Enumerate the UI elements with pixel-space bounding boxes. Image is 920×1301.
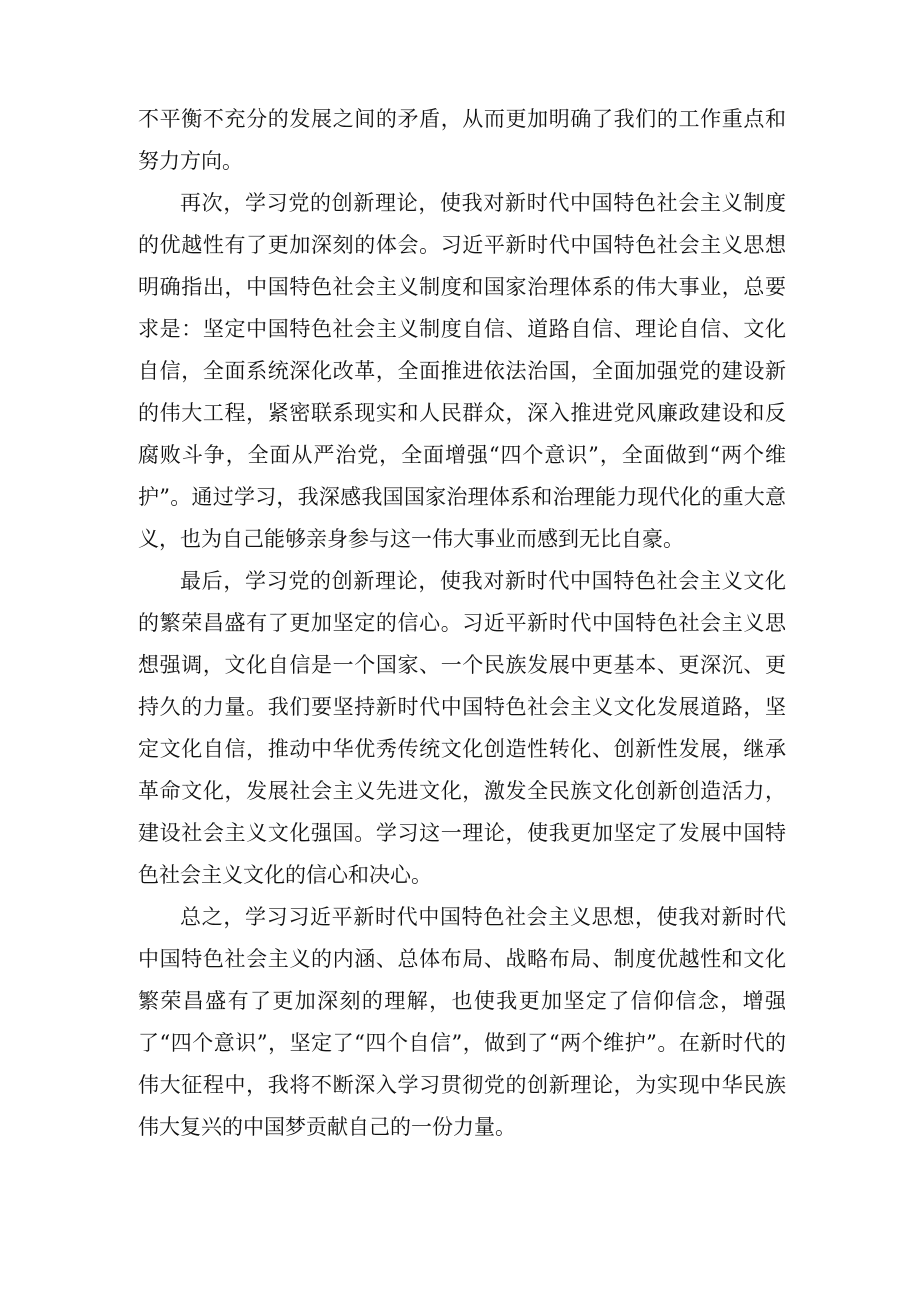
paragraph-conclusion: 总之，学习习近平新时代中国特色社会主义思想，使我对新时代中国特色社会主义的内涵、总体布局、战略布局、制度优越性和文化繁荣昌盛有了更加深刻的理解，也使我更加坚定了信仰信念，增强了“四个意识”，坚定了“四个自信”，做到了“两个维护”。在新时代的伟大征程中，我将不断深入学习贯彻党的创新理论，为实现中华民族伟大复兴的中国梦贡献自己的一份力量。 — [138, 905, 786, 1139]
document-body — [138, 98, 786, 1148]
paragraph-continued: 不平衡不充分的发展之间的矛盾，从而更加明确了我们的工作重点和努力方向。 — [138, 107, 786, 173]
paragraph-culture-confidence: 最后，学习党的创新理论，使我对新时代中国特色社会主义文化的繁荣昌盛有了更加坚定的信心。习近平新时代中国特色社会主义思想强调，文化自信是一个国家、一个民族发展中更基本、更深沉、更持久的力量。我们要坚持新时代中国特色社会主义文化发展道路，坚定文化自信，推动中华优秀传统文化创造性转化、创新性发展，继承革命文化，发展社会主义先进文化，激发全民族文化创新创造活力，建设社会主义文化强国。学习这一理论，使我更加坚定了发展中国特色社会主义文化的信心和决心。 — [138, 569, 786, 887]
paragraph-system-confidence: 再次，学习党的创新理论，使我对新时代中国特色社会主义制度的优越性有了更加深刻的体会。习近平新时代中国特色社会主义思想明确指出，中国特色社会主义制度和国家治理体系的伟大事业，总要求是：坚定中国特色社会主义制度自信、道路自信、理论自信、文化自信，全面系统深化改革，全面推进依法治国，全面加强党的建设新的伟大工程，紧密联系现实和人民群众，深入推进党风廉政建设和反腐败斗争，全面从严治党，全面增强“四个意识”，全面做到“两个维护”。通过学习，我深感我国国家治理体系和治理能力现代化的重大意义，也为自己能够亲身参与这一伟大事业而感到无比自豪。 — [138, 191, 786, 551]
